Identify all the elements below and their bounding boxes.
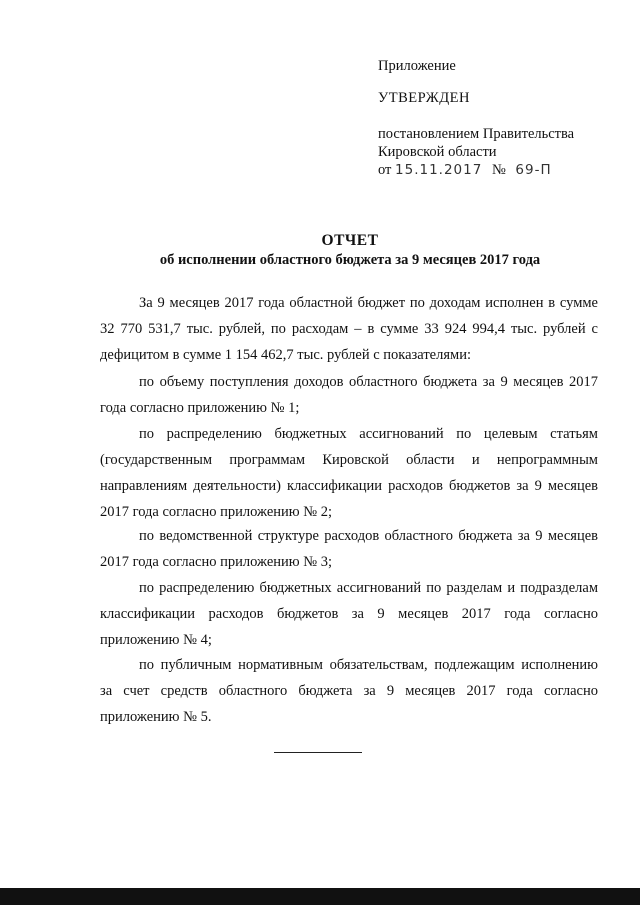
date-prefix: от [378,162,392,178]
paragraph-appendix-2: по распределению бюджетных ассигнований по целевым статьям (государственным программам Кировской области и непрограммным направлениям деятельности) классификации расходов бюджетов за 9 месяцев 2017 года согласно приложению № 2; [100,426,598,520]
document-subtitle: об исполнении областного бюджета за 9 месяцев 2017 года [159,252,541,268]
paragraph-appendix-1: по объему поступления доходов областного бюджета за 9 месяцев 2017 года согласно приложению № 1; [100,374,598,416]
handwritten-number: 69-П [515,162,552,178]
paragraph-appendix-5: по публичным нормативным обязательствам, подлежащим исполнению за счет средств областного бюджета за 9 месяцев 2017 года согласно приложению № 5. [100,657,598,725]
approved-label: УТВЕРЖДЕН [378,90,470,106]
end-separator-line [274,752,362,753]
document-title: ОТЧЕТ [321,232,379,249]
paragraph-appendix-4: по распределению бюджетных ассигнований по разделам и подразделам классификации расходов бюджетов за 9 месяцев 2017 года согласно приложению № 4; [100,580,598,648]
appendix-label: Приложение [378,58,456,74]
scan-edge-bar [0,888,640,905]
paragraph-appendix-3: по ведомственной структуре расходов областного бюджета за 9 месяцев 2017 года согласно приложению № 3; [100,528,598,570]
decree-line-2: Кировской области [378,144,497,160]
decree-date-line [378,162,552,179]
number-sign: № [491,162,506,178]
decree-line-1: постановлением Правительства [378,126,575,142]
handwritten-date: 15.11.2017 [395,162,483,178]
paragraph-summary: За 9 месяцев 2017 года областной бюджет по доходам исполнен в сумме 32 770 531,7 тыс. рублей, по расходам – в сумме 33 924 994,4 тыс. рублей с дефицитом в сумме 1 154 462,7 тыс. рублей с показателями: [100,295,598,363]
